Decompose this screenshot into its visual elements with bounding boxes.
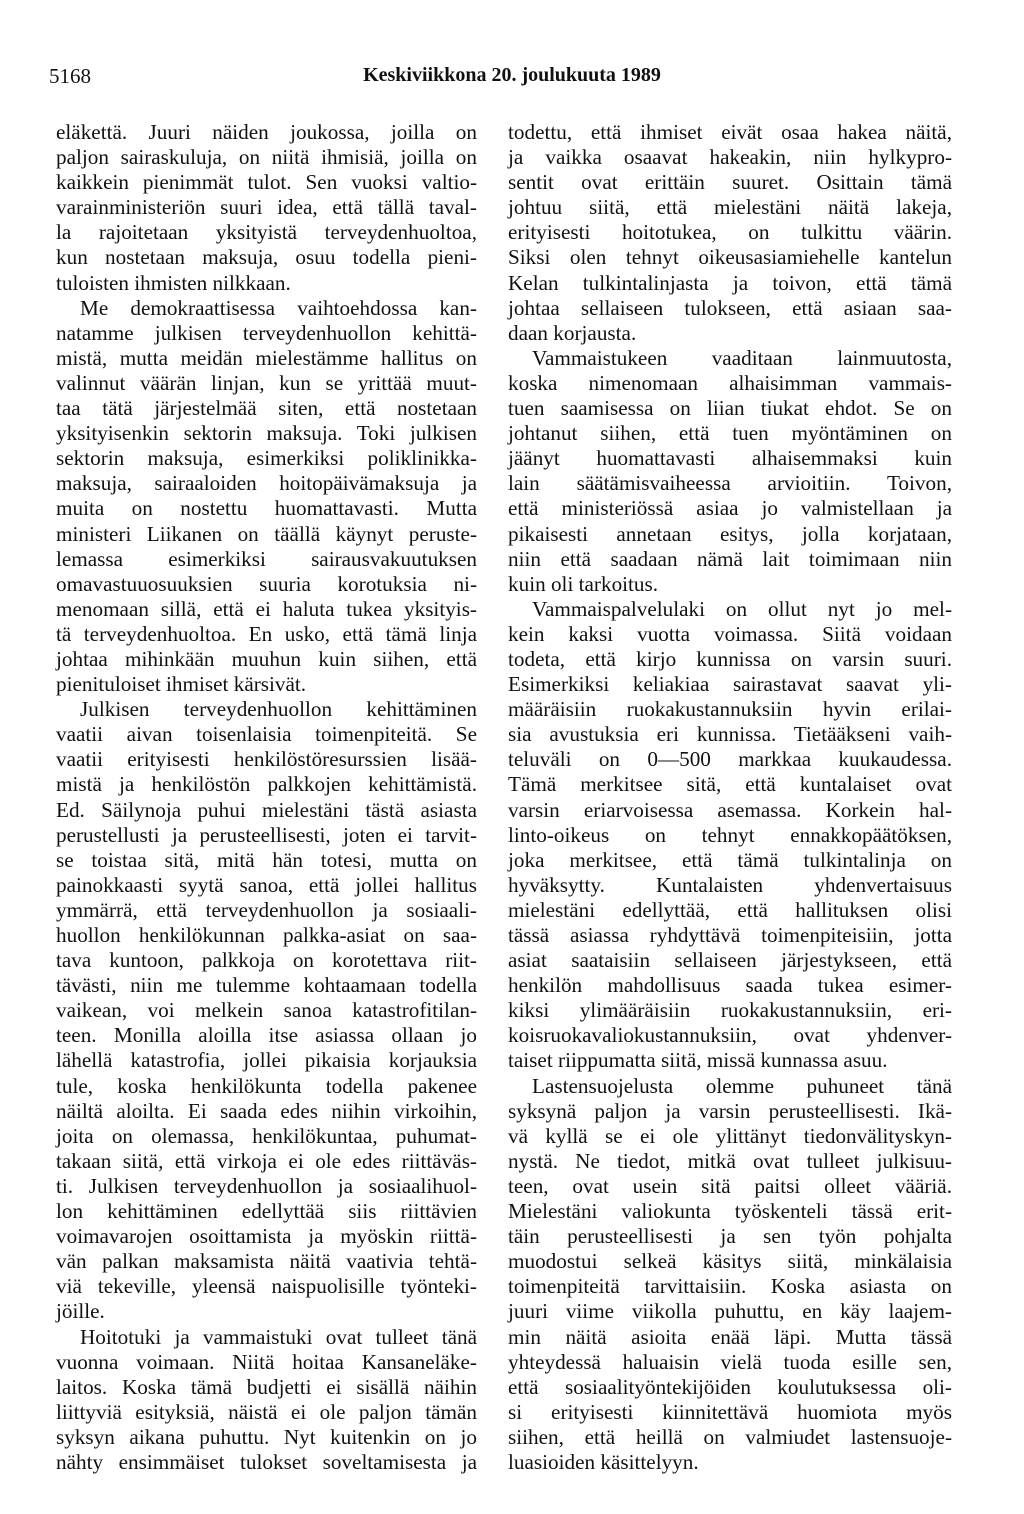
text-line: kein kaksi vuotta voimassa. Siitä voidaan: [508, 621, 952, 646]
text-line: muita on nostettu huomattavasti. Mutta: [56, 496, 477, 521]
text-line: siihen, että heillä on valmiudet lastensuoje-: [508, 1424, 952, 1449]
text-line: erityisesti hoitotukea, on tulkittu väärin.: [508, 220, 952, 245]
text-line: näiltä aloilta. Ei saada edes niihin virkoihin,: [56, 1098, 477, 1123]
text-line: todeta, että kirjo kunnissa on varsin suuri.: [508, 646, 952, 671]
text-line: maksuja, sairaaloiden hoitopäivämaksuja ja: [56, 471, 477, 496]
text-line: täin perusteellisesti ja sen työn pohjalta: [508, 1224, 952, 1249]
right-text-column: [508, 120, 952, 1475]
text-line: daan korjausta.: [508, 320, 637, 345]
text-line: asiat saataisiin sellaiseen järjestykseen, että: [508, 948, 952, 973]
text-line: natamme julkisen terveydenhuollon kehittä-: [56, 320, 477, 345]
text-line: taiset riippumatta siitä, missä kunnassa asuu.: [508, 1048, 888, 1073]
text-line: Hoitotuki ja vammaistuki ovat tulleet tänä: [80, 1324, 477, 1349]
text-line: Me demokraattisessa vaihtoehdossa kan-: [80, 295, 477, 320]
text-line: jöille.: [56, 1299, 105, 1324]
text-line: omavastuuosuuksien suuria korotuksia ni-: [56, 571, 477, 596]
text-line: vaikean, voi melkein sanoa katastrofitilan-: [56, 998, 477, 1023]
text-line: Esimerkiksi keliakiaa sairastavat saavat yli-: [508, 672, 952, 697]
text-line: sia avustuksia eri kunnissa. Tietääkseni vaih-: [508, 722, 952, 747]
text-line: si erityisesti kiinnitettävä huomiota myös: [508, 1399, 952, 1424]
text-line: tävästi, niin me tulemme kohtaamaan todella: [56, 973, 477, 998]
text-line: joita on olemassa, henkilökuntaa, puhumat-: [56, 1123, 477, 1148]
text-line: jäänyt huomattavasti alhaisemmaksi kuin: [508, 446, 952, 471]
text-line: ministeri Liikanen on täällä käynyt peruste-: [56, 521, 477, 546]
text-line: lähellä katastrofia, jollei pikaisia korjauksia: [56, 1048, 477, 1073]
text-line: johtaa mihinkään muuhun kuin siihen, että: [56, 646, 477, 671]
text-line: perustellusti ja perusteellisesti, joten ei tarvit-: [56, 822, 477, 847]
text-line: kuin oli tarkoitus.: [508, 571, 659, 596]
text-line: pienituloiset ihmiset kärsivät.: [56, 672, 307, 697]
text-line: teen, ovat usein sitä paitsi olleet vääriä.: [508, 1173, 952, 1198]
text-line: Mielestäni valiokunta työskenteli tässä erit-: [508, 1199, 952, 1224]
text-line: toimenpiteitä tarvittaisiin. Koska asiasta on: [508, 1274, 952, 1299]
text-line: vuonna voimaan. Niitä hoitaa Kansaneläke-: [56, 1349, 477, 1374]
text-line: ymmärrä, että terveydenhuollon ja sosiaali-: [56, 897, 477, 922]
text-line: kun nostetaan maksuja, osuu todella pieni-: [56, 245, 477, 270]
text-line: johtuu siitä, että mielestäni näitä lakeja,: [508, 195, 952, 220]
text-line: yhteydessä haluaisin vielä tuoda esille sen,: [508, 1349, 952, 1374]
text-line: lain säätämisvaiheessa arvioitiin. Toivon,: [508, 471, 952, 496]
text-line: mistä ja henkilöstön palkkojen kehittämistä.: [56, 772, 477, 797]
page-header: [0, 64, 1024, 94]
text-line: min näitä asioita enää läpi. Mutta tässä: [508, 1324, 952, 1349]
text-line: mistä, mutta meidän mielestämme hallitus on: [56, 345, 477, 370]
text-line: tässä asiassa ryhdyttävä toimenpiteisiin, jotta: [508, 923, 952, 947]
text-line: mielestäni edellyttää, että hallituksen olisi: [508, 897, 952, 922]
text-line: Tämä merkitsee sitä, että kuntalaiset ovat: [508, 772, 952, 797]
text-line: laitos. Koska tämä budjetti ei sisällä näihin: [56, 1374, 477, 1399]
text-line: menomaan sillä, että ei haluta tukea yksityis-: [56, 596, 477, 621]
running-head-date: Keskiviikkona 20. joulukuuta 1989: [363, 64, 661, 86]
text-line: koska nimenomaan alhaisimman vammais-: [508, 370, 952, 395]
text-line: henkilön mahdollisuus saada tukea esimer-: [508, 973, 952, 998]
text-line: ti. Julkisen terveydenhuollon ja sosiaalihuol-: [56, 1173, 477, 1198]
text-line: kaikkein pienimmät tulot. Sen vuoksi valtio-: [56, 170, 477, 195]
text-line: Siksi olen tehnyt oikeusasiamiehelle kantelun: [508, 245, 952, 270]
text-line: taa tätä järjestelmää siten, että nostetaan: [56, 396, 477, 421]
text-line: juuri viime viikolla puhuttu, en käy laajem-: [508, 1299, 952, 1324]
text-line: Julkisen terveydenhuollon kehittäminen: [80, 697, 477, 722]
text-line: teluväli on 0—500 markkaa kuukaudessa.: [508, 747, 952, 772]
text-line: koisruokavaliokustannuksiin, ovat yhdenver-: [508, 1023, 952, 1048]
text-line: voimavarojen osoittamista ja myöskin riittä-: [56, 1224, 477, 1249]
text-line: sektorin maksuja, esimerkiksi poliklinikka-: [56, 446, 477, 471]
text-line: varainministeriön suuri idea, että tällä taval-: [56, 195, 477, 220]
text-line: luasioiden käsittelyyn.: [508, 1449, 699, 1474]
text-line: niin että saadaan nämä lait toimimaan niin: [508, 546, 952, 571]
text-line: joka merkitsee, että tämä tulkintalinja on: [508, 847, 952, 872]
text-line: tuen saamisessa on liian tiukat ehdot. Se on: [508, 396, 952, 421]
text-line: se toistaa sitä, mitä hän totesi, mutta on: [56, 847, 477, 872]
text-line: tule, koska henkilökunta todella pakenee: [56, 1073, 477, 1098]
text-line: hyväksytty. Kuntalaisten yhdenvertaisuus: [508, 872, 952, 897]
text-line: johtaa sellaiseen tulokseen, että asiaan saa-: [508, 295, 952, 320]
text-line: Vammaistukeen vaaditaan lainmuutosta,: [532, 345, 952, 370]
text-line: lon kehittäminen edellyttää siis riittävien: [56, 1199, 477, 1224]
text-line: lemassa esimerkiksi sairausvakuutuksen: [56, 546, 477, 571]
text-line: teen. Monilla aloilla itse asiassa ollaan jo: [56, 1023, 477, 1048]
text-line: linto-oikeus on tehnyt ennakkopäätöksen,: [508, 822, 952, 847]
text-line: Ed. Säilynoja puhui mielestäni tästä asiasta: [56, 797, 477, 822]
text-line: Kelan tulkintalinjasta ja toivon, että tämä: [508, 270, 952, 295]
text-line: liittyviä esityksiä, näistä ei ole paljon tämän: [56, 1399, 477, 1424]
text-line: paljon sairaskuluja, on niitä ihmisiä, joilla on: [56, 145, 477, 170]
text-line: takaan siitä, että virkoja ei ole edes riittäväs-: [56, 1148, 477, 1173]
text-line: huollon henkilökunnan palkka-asiat on saa-: [56, 923, 477, 947]
text-line: sentit ovat erittäin suuret. Osittain tämä: [508, 170, 952, 195]
text-line: vä kyllä se ei ole ylittänyt tiedonvälityskyn-: [508, 1123, 952, 1148]
text-line: viä tekeville, yleensä naispuolisille työnteki-: [56, 1274, 477, 1299]
text-line: tuloisten ihmisten nilkkaan.: [56, 270, 291, 295]
text-line: pikaisesti annetaan esitys, jolla korjataan,: [508, 521, 952, 546]
text-line: vaatii erityisesti henkilöstöresurssien lisää-: [56, 747, 477, 772]
text-line: syksynä paljon ja varsin perusteellisesti. Ikä-: [508, 1098, 952, 1123]
text-line: todettu, että ihmiset eivät osaa hakea näitä,: [508, 120, 952, 144]
text-line: yksityisenkin sektorin maksuja. Toki julkisen: [56, 421, 477, 446]
text-line: Lastensuojelusta olemme puhuneet tänä: [532, 1073, 952, 1098]
left-text-column: [56, 120, 477, 1475]
text-line: kiksi ylimääräisiin ruokakustannuksiin, eri-: [508, 998, 952, 1023]
text-line: tava kuntoon, palkkoja on korotettava riit-: [56, 948, 477, 973]
text-line: syksyn aikana puhuttu. Nyt kuitenkin on jo: [56, 1424, 477, 1449]
text-line: että ministeriössä asiaa jo valmistellaan ja: [508, 496, 952, 521]
text-line: la rajoitetaan yksityistä terveydenhuoltoa,: [56, 220, 477, 245]
text-line: Vammaispalvelulaki on ollut nyt jo mel-: [532, 596, 952, 621]
text-line: painokkaasti syytä sanoa, että jollei hallitus: [56, 872, 477, 897]
text-line: ja vaikka osaavat hakeakin, niin hylkypro-: [508, 145, 952, 170]
text-line: tä terveydenhuoltoa. En usko, että tämä linja: [56, 621, 477, 646]
text-line: johtanut siihen, että tuen myöntäminen on: [508, 421, 952, 446]
text-line: valinnut väärän linjan, kun se yrittää muut-: [56, 370, 477, 395]
text-line: eläkettä. Juuri näiden joukossa, joilla on: [56, 120, 477, 144]
text-line: nähty ensimmäiset tulokset soveltamisesta ja: [56, 1449, 477, 1474]
page-number: 5168: [49, 64, 91, 88]
text-line: nystä. Ne tiedot, mitkä ovat tulleet julkisuu-: [508, 1148, 952, 1173]
text-line: vaatii aivan toisenlaisia toimenpiteitä. Se: [56, 722, 477, 747]
text-line: muodostui selkeä käsitys siitä, minkälaisia: [508, 1249, 952, 1274]
text-line: varsin eriarvoisessa asemassa. Korkein hal-: [508, 797, 952, 822]
text-line: määräisiin ruokakustannuksiin hyvin erilai-: [508, 697, 952, 722]
text-line: että sosiaalityöntekijöiden koulutuksessa oli-: [508, 1374, 952, 1399]
text-line: vän palkan maksamista näitä vaativia tehtä-: [56, 1249, 477, 1274]
